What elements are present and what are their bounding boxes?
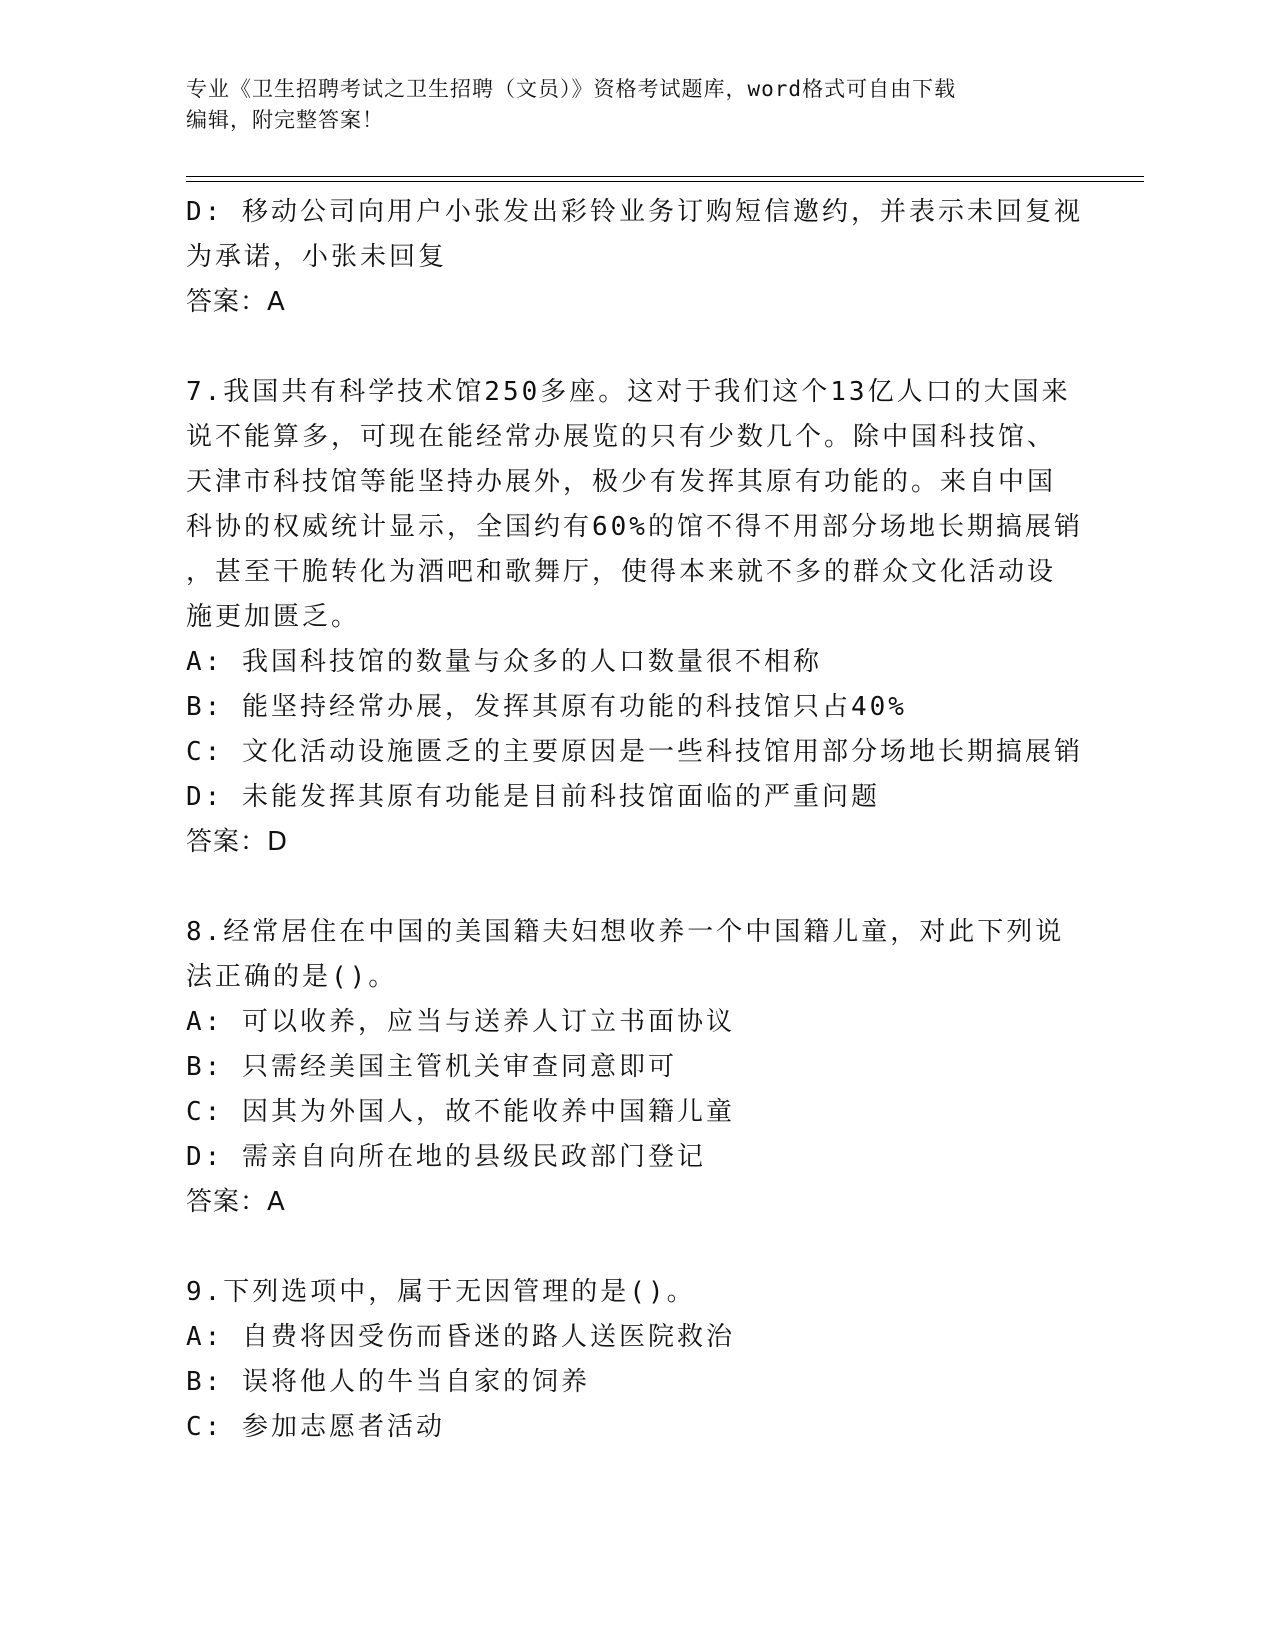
question-9	[186, 1270, 1086, 1450]
question-stem-line: 法正确的是()。	[186, 962, 398, 992]
header-rule-top	[186, 176, 1144, 177]
answer-label: 答案：A	[186, 287, 286, 317]
option-d: D: 需亲自向所在地的县级民政部门登记	[186, 1142, 706, 1172]
question-stem-line: 说不能算多，可现在能经常办展览的只有少数几个。除中国科技馆、	[186, 422, 1057, 452]
option-d-line: 为承诺，小张未回复	[186, 242, 448, 272]
question-8	[186, 910, 1086, 1225]
answer-label: 答案：A	[186, 1187, 286, 1217]
header-line-2: 编辑，附完整答案！	[186, 108, 384, 132]
option-c: C: 参加志愿者活动	[186, 1412, 445, 1442]
answer-label: 答案：D	[186, 827, 289, 857]
question-stem-line: 8.经常居住在中国的美国籍夫妇想收养一个中国籍儿童，对此下列说	[186, 917, 1065, 947]
question-stem-line: 科协的权威统计显示，全国约有60%的馆不得不用部分场地长期搞展销	[186, 512, 1083, 542]
question-stem-line: 施更加匮乏。	[186, 602, 361, 632]
option-a: A: 自费将因受伤而昏迷的路人送医院救治	[186, 1322, 735, 1352]
spacer	[186, 865, 1086, 910]
option-d: D: 未能发挥其原有功能是目前科技馆面临的严重问题	[186, 782, 880, 812]
option-b: B: 只需经美国主管机关审查同意即可	[186, 1052, 677, 1082]
option-a: A: 可以收养，应当与送养人订立书面协议	[186, 1007, 735, 1037]
question-6-tail	[186, 190, 1086, 325]
option-b: B: 误将他人的牛当自家的饲养	[186, 1367, 590, 1397]
header-rule-bottom	[186, 181, 1144, 182]
option-b: B: 能坚持经常办展，发挥其原有功能的科技馆只占40%	[186, 692, 907, 722]
document-header	[186, 74, 1086, 136]
header-line-1: 专业《卫生招聘考试之卫生招聘（文员）》资格考试题库，word格式可自由下载	[186, 77, 957, 101]
question-stem-line: 天津市科技馆等能坚持办展外，极少有发挥其原有功能的。来自中国	[186, 467, 1057, 497]
question-stem-line: 7.我国共有科学技术馆250多座。这对于我们这个13亿人口的大国来	[186, 377, 1071, 407]
option-a: A: 我国科技馆的数量与众多的人口数量很不相称	[186, 647, 822, 677]
spacer	[186, 1225, 1086, 1270]
spacer	[186, 325, 1086, 370]
question-stem-line: 9.下列选项中，属于无因管理的是()。	[186, 1277, 696, 1307]
option-c: C: 文化活动设施匮乏的主要原因是一些科技馆用部分场地长期搞展销	[186, 737, 1083, 767]
option-c: C: 因其为外国人，故不能收养中国籍儿童	[186, 1097, 735, 1127]
option-d-line: D: 移动公司向用户小张发出彩铃业务订购短信邀约，并表示未回复视	[186, 197, 1083, 227]
question-7	[186, 370, 1086, 865]
question-stem-line: ，甚至干脆转化为酒吧和歌舞厅，使得本来就不多的群众文化活动设	[186, 557, 1057, 587]
document-body	[186, 190, 1086, 1450]
